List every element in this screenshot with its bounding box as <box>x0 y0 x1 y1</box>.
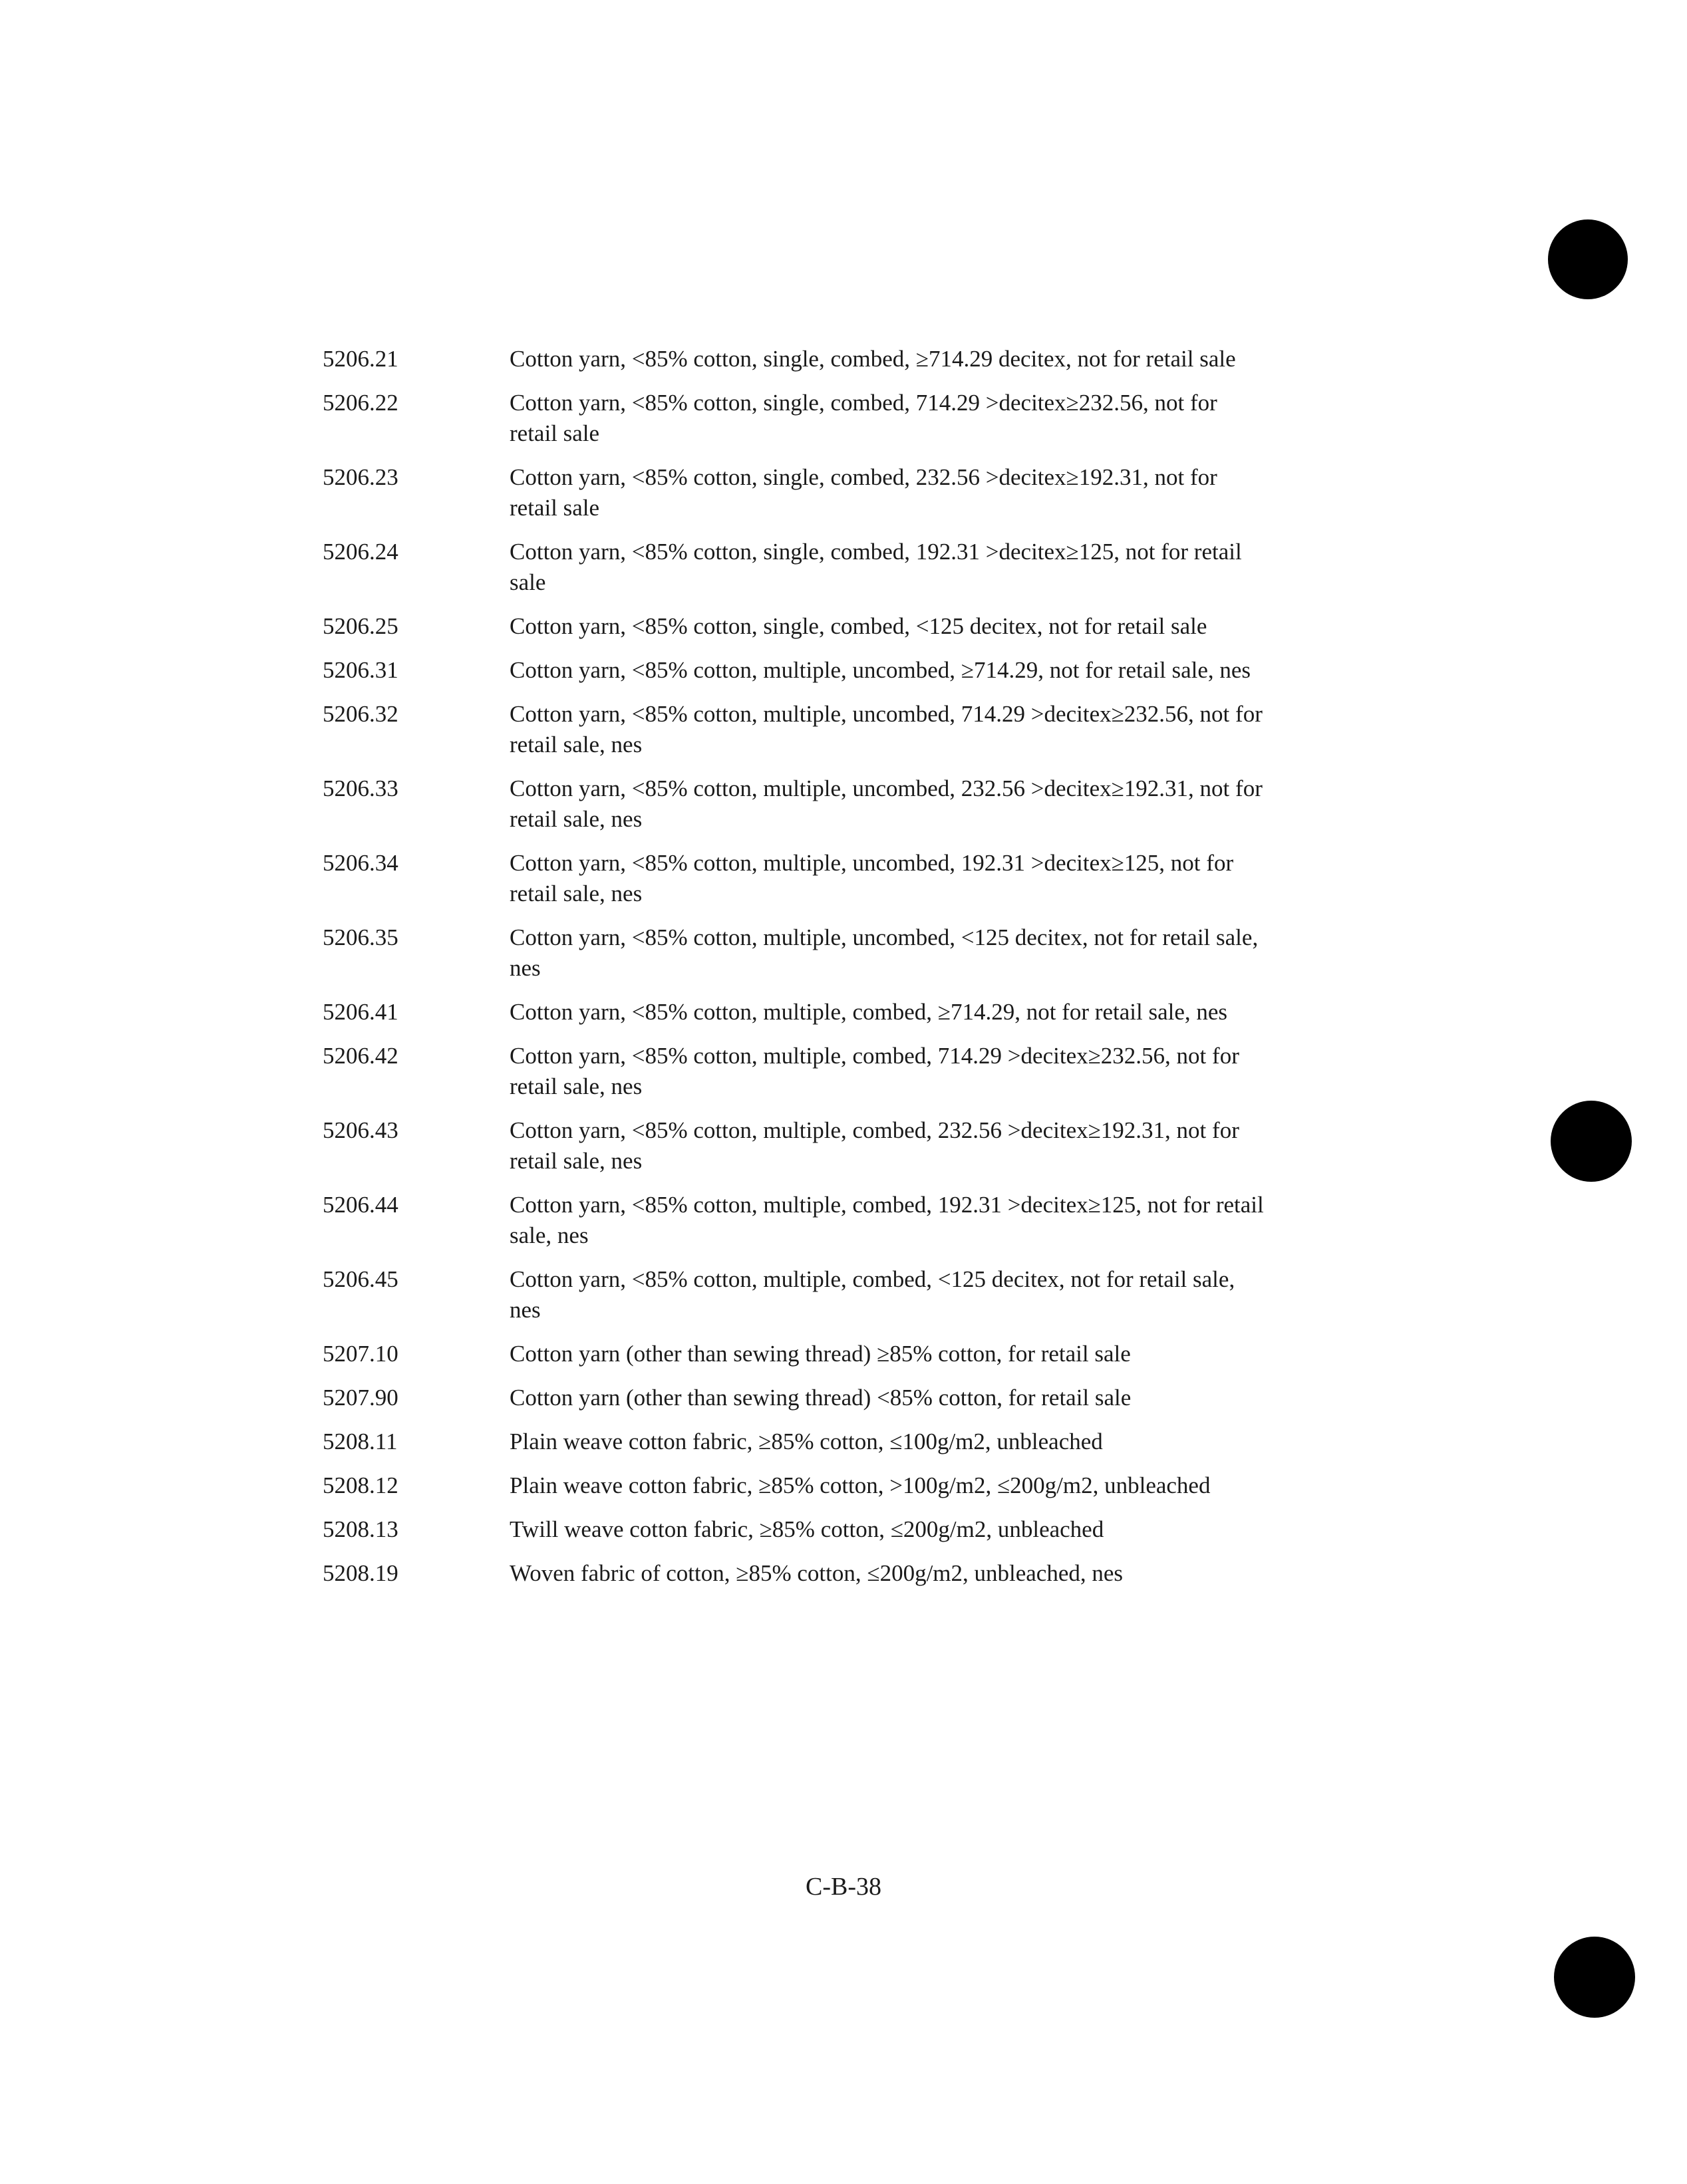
tariff-row <box>323 462 1360 523</box>
tariff-code: 5206.44 <box>323 1192 398 1218</box>
tariff-row <box>323 1514 1360 1545</box>
tariff-row <box>323 1427 1360 1457</box>
tariff-code: 5206.35 <box>323 924 398 950</box>
tariff-code: 5206.22 <box>323 390 398 416</box>
tariff-code: 5206.33 <box>323 775 398 801</box>
tariff-row <box>323 1041 1360 1102</box>
tariff-code: 5207.90 <box>323 1385 398 1411</box>
tariff-description: Cotton yarn, <85% cotton, multiple, combed, <125 decitex, not for retail sale, nes <box>510 1266 1235 1323</box>
tariff-code: 5206.42 <box>323 1043 398 1069</box>
tariff-code: 5207.10 <box>323 1341 398 1367</box>
tariff-description: Cotton yarn, <85% cotton, multiple, combed, 714.29 >decitex≥232.56, not for retail sale, nes <box>510 1043 1239 1099</box>
tariff-row <box>323 922 1360 984</box>
tariff-code: 5206.41 <box>323 999 398 1025</box>
tariff-row <box>323 699 1360 760</box>
punch-hole-mark <box>1548 219 1628 299</box>
tariff-description: Plain weave cotton fabric, ≥85% cotton, >100g/m2, ≤200g/m2, unbleached <box>510 1472 1211 1498</box>
tariff-code: 5206.32 <box>323 701 398 727</box>
tariff-description: Cotton yarn, <85% cotton, multiple, uncombed, <125 decitex, not for retail sale, nes <box>510 924 1259 981</box>
tariff-code-list <box>323 344 1360 1602</box>
tariff-row <box>323 1339 1360 1369</box>
tariff-description: Woven fabric of cotton, ≥85% cotton, ≤200g/m2, unbleached, nes <box>510 1560 1124 1586</box>
tariff-code: 5206.23 <box>323 464 398 490</box>
tariff-code: 5206.43 <box>323 1117 398 1143</box>
tariff-row <box>323 1115 1360 1176</box>
tariff-code: 5208.19 <box>323 1560 398 1586</box>
tariff-code: 5206.45 <box>323 1266 398 1292</box>
tariff-row <box>323 611 1360 642</box>
tariff-row <box>323 388 1360 449</box>
tariff-description: Cotton yarn, <85% cotton, multiple, uncombed, ≥714.29, not for retail sale, nes <box>510 657 1251 683</box>
tariff-code: 5206.31 <box>323 657 398 683</box>
tariff-description: Cotton yarn, <85% cotton, multiple, uncombed, 192.31 >decitex≥125, not for retail sale, nes <box>510 850 1234 906</box>
tariff-row <box>323 773 1360 835</box>
tariff-code: 5208.11 <box>323 1429 398 1454</box>
tariff-description: Cotton yarn, <85% cotton, single, combed, <125 decitex, not for retail sale <box>510 613 1207 639</box>
tariff-row <box>323 848 1360 909</box>
tariff-description: Cotton yarn, <85% cotton, multiple, uncombed, 232.56 >decitex≥192.31, not for retail sale, nes <box>510 775 1263 832</box>
tariff-code: 5208.12 <box>323 1472 398 1498</box>
tariff-code: 5206.34 <box>323 850 398 876</box>
tariff-row <box>323 1264 1360 1325</box>
tariff-row <box>323 344 1360 374</box>
tariff-code: 5206.21 <box>323 346 398 372</box>
punch-hole-mark <box>1554 1937 1635 2018</box>
tariff-row <box>323 1470 1360 1501</box>
tariff-description: Twill weave cotton fabric, ≥85% cotton, ≤200g/m2, unbleached <box>510 1516 1104 1542</box>
tariff-description: Cotton yarn (other than sewing thread) <85% cotton, for retail sale <box>510 1385 1132 1411</box>
tariff-description: Cotton yarn, <85% cotton, multiple, uncombed, 714.29 >decitex≥232.56, not for retail sale, nes <box>510 701 1263 757</box>
tariff-description: Cotton yarn, <85% cotton, multiple, combed, ≥714.29, not for retail sale, nes <box>510 999 1228 1025</box>
tariff-row <box>323 655 1360 686</box>
tariff-row <box>323 997 1360 1027</box>
page-number: C-B-38 <box>806 1873 881 1901</box>
tariff-row <box>323 1383 1360 1413</box>
tariff-row <box>323 1558 1360 1589</box>
tariff-description: Cotton yarn, <85% cotton, single, combed, 714.29 >decitex≥232.56, not for retail sale <box>510 390 1217 446</box>
tariff-description: Cotton yarn, <85% cotton, multiple, combed, 232.56 >decitex≥192.31, not for retail sale, nes <box>510 1117 1239 1174</box>
tariff-code: 5206.24 <box>323 539 398 565</box>
tariff-code: 5206.25 <box>323 613 398 639</box>
tariff-row <box>323 537 1360 598</box>
tariff-description: Cotton yarn, <85% cotton, multiple, combed, 192.31 >decitex≥125, not for retail sale, nes <box>510 1192 1264 1248</box>
tariff-description: Cotton yarn (other than sewing thread) ≥85% cotton, for retail sale <box>510 1341 1131 1367</box>
tariff-description: Cotton yarn, <85% cotton, single, combed, 192.31 >decitex≥125, not for retail sale <box>510 539 1242 595</box>
tariff-description: Cotton yarn, <85% cotton, single, combed, 232.56 >decitex≥192.31, not for retail sale <box>510 464 1217 521</box>
tariff-code: 5208.13 <box>323 1516 398 1542</box>
punch-hole-mark <box>1551 1101 1632 1182</box>
tariff-description: Cotton yarn, <85% cotton, single, combed, ≥714.29 decitex, not for retail sale <box>510 346 1236 372</box>
tariff-description: Plain weave cotton fabric, ≥85% cotton, ≤100g/m2, unbleached <box>510 1429 1103 1454</box>
tariff-row <box>323 1190 1360 1251</box>
